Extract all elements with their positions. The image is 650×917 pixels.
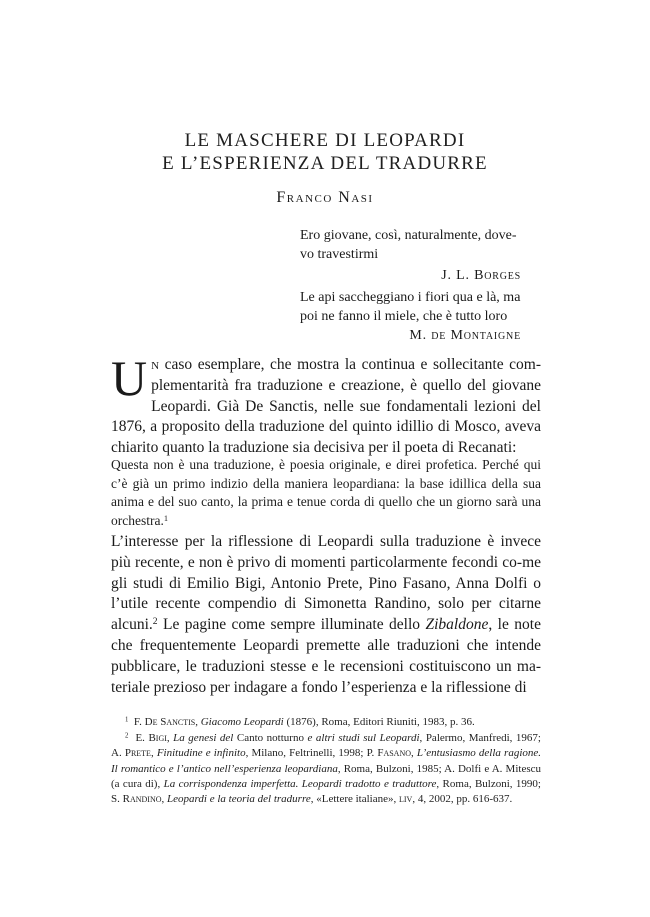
footnote-2-title-randino: Leopardi e la teoria del tradurre bbox=[167, 793, 311, 806]
epigraph-1-attribution: J. L. Borges bbox=[441, 268, 521, 283]
footnote-2-title-bigi-b: Canto notturno bbox=[233, 732, 308, 744]
zibaldone-title: Zibaldone bbox=[425, 616, 489, 634]
footnote-2-title-fasano: L’entusiasmo della ragione. Il romantico e l’antico nell’esperienza leopardiana bbox=[111, 747, 542, 775]
footnote-2-rest-6: , 4, 2002, pp. 616-637. bbox=[412, 793, 513, 806]
author-name: Franco Nasi bbox=[276, 189, 374, 206]
epigraph-1 bbox=[300, 226, 531, 285]
footnote-ref-2: 2 bbox=[152, 616, 158, 628]
footnote-1-number: 1 bbox=[125, 716, 129, 724]
footnote-2-rest-5: , «Lettere italiane», bbox=[310, 793, 399, 806]
epigraph-1-line-1: Ero giovane, così, naturalmente, dove- bbox=[300, 228, 517, 243]
footnote-2-author-prete: A. Prete bbox=[111, 747, 151, 760]
paragraph-2-text-2: Le pagine come sempre illuminate dello bbox=[157, 616, 426, 634]
footnote-1-rest: (1876), Roma, Editori Riuniti, 1983, p. 36. bbox=[283, 716, 475, 728]
footnote-1-author: F. De Sanctis bbox=[133, 716, 196, 728]
epigraph-2-attribution: M. de Montaigne bbox=[409, 328, 521, 343]
paragraph-2-text-3: , le note che frequentemente Leopardi premette alle traduzioni che intende pubblicare, le traduzioni stesse e le recensioni costituiscono un ma-teriale prezioso per indagare a fondo l’esperienza e la riflessione di bbox=[111, 616, 541, 696]
article-title-line-2: E L’ESPERIENZA DEL TRADURRE bbox=[162, 153, 488, 174]
footnote-2-title-bigi-c: e altri studi sul Leopardi bbox=[307, 732, 420, 744]
block-quote-text: Questa non è una traduzione, è poesia originale, e direi profetica. Perché qui c’è già un primo indizio della maniera leopardiana: la base idillica della sua anima e del suo canto, la prima e tenue corda di quello che un giorno sarà una orchestra. bbox=[111, 457, 541, 528]
footnote-2-author-bigi: E. Bigi bbox=[135, 732, 167, 744]
footnote-1: $^1$ F. De Sanctis, Giacomo Leopardi (1876), Roma, Editori Riuniti, 1983, p. 36. bbox=[125, 716, 475, 728]
footnote-2-volume: liv bbox=[399, 793, 413, 806]
article-title-line-1: LE MASCHERE DI LEOPARDI bbox=[184, 130, 466, 151]
paragraph-2-text-1: L’interesse per la riflessione di Leopardi sulla traduzione è invece più recente, e non è privo di momenti particolarmente fecondi co-me gli studi di Emilio Bigi, Antonio Prete, Pino Fasano, Anna Dolfi o l’utile recente compendio di Simonetta Randino, solo per citarne alcuni. bbox=[111, 533, 541, 634]
footnote-2-rest-1: , Palermo, Manfredi, 1967; bbox=[419, 732, 541, 744]
paragraph-1-text: caso esemplare, che mostra la continua e sollecitante com-plementarità fra traduzione e creazione, è quello del giovane Leopardi. Già De Sanctis, nelle sue fondamentali lezioni del 1876, a proposito della traduzione del quinto idillio di Mosco, aveva chiarito quanto la traduzione sia decisiva per il poeta di Recanati: bbox=[111, 356, 541, 457]
footnote-2-title-bigi-a: La genesi del bbox=[173, 732, 234, 744]
footnote-2-author-randino: Randino bbox=[122, 793, 162, 806]
footnote-2-author-fasano: P. Fasano bbox=[366, 747, 412, 760]
footnote-2-title-prete: Finitudine e infinito bbox=[156, 747, 246, 760]
footnote-2: $^2$ E. Bigi, La genesi del Canto notturno e altri studi sul Leopardi, Palermo, Manfredi, 1967; A. Prete, Finitudine e infinito, Milano, Feltrinelli, 1998; P. Fasano, L’entusiasmo della ragione. Il romantico e l’antico nell’esperienza leopardiana, Roma, Bulzoni, 1985; A. Dolfi e A. Mitescu (a cura di), La corrispondenza imperfetta. Leopardi tradotto e traduttore, Roma, Bulzoni, 1990; S. Randino, Leopardi e la teoria del tradurre, «Lettere italiane», liv, 4, 2002, pp. 616-637. bbox=[111, 732, 542, 806]
epigraph-2-line-1: Le api saccheggiano i fiori qua e là, ma bbox=[300, 290, 521, 305]
footnote-2-title-dolfi: La corrispondenza imperfetta. Leopardi tradotto e traduttore bbox=[163, 777, 437, 790]
block-quote bbox=[111, 456, 541, 530]
epigraph-2-line-2: poi ne fanno il miele, che è tutto loro bbox=[300, 309, 508, 324]
footnote-2-rest-2: , Milano, Feltrinelli, 1998; bbox=[245, 747, 367, 760]
drop-cap: U bbox=[111, 350, 148, 406]
footnote-2-number: 2 bbox=[125, 732, 129, 740]
footnote-2-rest-4: , Roma, Bulzoni, 1990; S. bbox=[111, 777, 541, 806]
footnote-2-rest-3: , Roma, Bulzoni, 1985; A. Dolfi e A. Mitescu (a cura di), bbox=[111, 762, 541, 790]
footnote-1-title: Giacomo Leopardi bbox=[200, 716, 284, 728]
drop-cap-continuation: n bbox=[151, 356, 160, 373]
epigraph-2 bbox=[300, 288, 531, 345]
paragraph-1 bbox=[111, 350, 541, 459]
footnote-ref-1: 1 bbox=[163, 513, 169, 523]
paragraph-2 bbox=[111, 532, 541, 698]
epigraph-1-line-2: vo travestirmi bbox=[300, 247, 379, 262]
